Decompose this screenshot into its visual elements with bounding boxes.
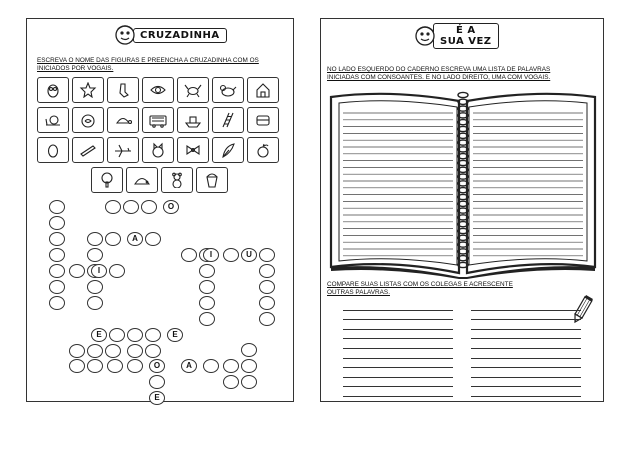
crossword-cell[interactable] bbox=[141, 200, 157, 214]
crossword-cell[interactable] bbox=[109, 264, 125, 278]
writing-line[interactable] bbox=[471, 330, 581, 340]
crossword-cell[interactable] bbox=[105, 200, 121, 214]
writing-line[interactable] bbox=[471, 387, 581, 397]
crossword-cell[interactable] bbox=[223, 375, 239, 389]
writing-line[interactable] bbox=[471, 301, 581, 311]
crossword-cell[interactable] bbox=[87, 296, 103, 310]
crossword-cell[interactable] bbox=[199, 264, 215, 278]
instruction-line-2: INICIADAS COM CONSOANTES. E NO LADO DIREITO, UMA COM VOGAIS. bbox=[327, 74, 551, 81]
crossword-cell[interactable] bbox=[199, 312, 215, 326]
crossword-cell[interactable] bbox=[241, 375, 257, 389]
crossword-cell[interactable] bbox=[259, 248, 275, 262]
writing-lines-left bbox=[343, 301, 453, 397]
title-line-2: SUA VEZ bbox=[440, 36, 492, 47]
compare-line-1: COMPARE SUAS LISTAS COM OS COLEGAS E ACRESCENTE bbox=[327, 281, 513, 288]
writing-line[interactable] bbox=[343, 339, 453, 349]
crossword-cell[interactable]: E bbox=[149, 391, 165, 405]
crossword-cell[interactable] bbox=[87, 344, 103, 358]
crossword-cell[interactable] bbox=[49, 232, 65, 246]
writing-line[interactable] bbox=[471, 349, 581, 359]
crossword-cell[interactable] bbox=[49, 296, 65, 310]
crossword-cell[interactable] bbox=[87, 359, 103, 373]
crossword-cell[interactable]: O bbox=[163, 200, 179, 214]
crossword-worksheet-page bbox=[26, 18, 294, 402]
crossword-cell[interactable]: U bbox=[241, 248, 257, 262]
crossword-cell[interactable] bbox=[241, 343, 257, 357]
crossword-cell[interactable] bbox=[203, 359, 219, 373]
writing-line[interactable] bbox=[471, 359, 581, 369]
crossword-cell[interactable] bbox=[199, 280, 215, 294]
crossword-cell[interactable] bbox=[145, 232, 161, 246]
crossword-cell[interactable] bbox=[145, 344, 161, 358]
crossword-cell[interactable] bbox=[69, 264, 85, 278]
crossword-cell[interactable] bbox=[199, 296, 215, 310]
your-turn-title bbox=[433, 23, 499, 49]
your-turn-worksheet-page bbox=[320, 18, 604, 402]
crossword-cell[interactable] bbox=[49, 248, 65, 262]
crossword-cell[interactable] bbox=[123, 200, 139, 214]
crossword-cell[interactable] bbox=[145, 328, 161, 342]
crossword-cell[interactable]: A bbox=[181, 359, 197, 373]
writing-line[interactable] bbox=[343, 311, 453, 321]
crossword-cell[interactable] bbox=[49, 216, 65, 230]
writing-line[interactable] bbox=[343, 320, 453, 330]
writing-line[interactable] bbox=[471, 368, 581, 378]
crossword-cell[interactable] bbox=[223, 248, 239, 262]
instruction-line-1: ESCREVA O NOME DAS FIGURAS E PREENCHA A CRUZADINHA COM OS bbox=[37, 57, 259, 64]
crossword-cell[interactable] bbox=[87, 280, 103, 294]
crossword-cell[interactable] bbox=[87, 248, 103, 262]
crossword-cell[interactable]: O bbox=[149, 359, 165, 373]
writing-line[interactable] bbox=[343, 301, 453, 311]
writing-line[interactable] bbox=[343, 330, 453, 340]
spiral-ring bbox=[458, 92, 468, 97]
crossword-cell[interactable] bbox=[127, 359, 143, 373]
writing-line[interactable] bbox=[471, 320, 581, 330]
writing-lines-right bbox=[471, 301, 581, 397]
crossword-cell[interactable]: A bbox=[127, 232, 143, 246]
crossword-cell[interactable] bbox=[181, 248, 197, 262]
crossword-cell[interactable] bbox=[105, 232, 121, 246]
instruction-line-2: INICIADOS POR VOGAIS. bbox=[37, 65, 114, 72]
crossword-cell[interactable] bbox=[69, 344, 85, 358]
crossword-cell[interactable] bbox=[107, 359, 123, 373]
mascot-icon bbox=[413, 24, 437, 48]
crossword-cell[interactable] bbox=[87, 232, 103, 246]
compare-instructions bbox=[327, 281, 567, 297]
crossword-cell[interactable] bbox=[49, 280, 65, 294]
crossword-cell[interactable] bbox=[149, 375, 165, 389]
crossword-cell[interactable] bbox=[241, 359, 257, 373]
crossword-title: CRUZADINHA bbox=[133, 28, 227, 43]
mascot-icon bbox=[113, 23, 137, 47]
crossword-cell[interactable] bbox=[259, 264, 275, 278]
crossword-cell[interactable] bbox=[259, 296, 275, 310]
writing-line[interactable] bbox=[343, 368, 453, 378]
crossword-cell[interactable]: I bbox=[203, 248, 219, 262]
crossword-cell[interactable] bbox=[49, 264, 65, 278]
crossword-cell[interactable] bbox=[259, 280, 275, 294]
crossword-cell[interactable] bbox=[105, 344, 121, 358]
writing-line[interactable] bbox=[471, 339, 581, 349]
crossword-cell[interactable] bbox=[109, 328, 125, 342]
crossword-cell[interactable]: E bbox=[167, 328, 183, 342]
writing-line[interactable] bbox=[343, 349, 453, 359]
crossword-cell[interactable] bbox=[49, 200, 65, 214]
writing-line[interactable] bbox=[343, 378, 453, 388]
writing-line[interactable] bbox=[343, 359, 453, 369]
crossword-grid bbox=[27, 19, 295, 403]
writing-line[interactable] bbox=[471, 311, 581, 321]
crossword-cell[interactable] bbox=[127, 344, 143, 358]
instruction-line-1: NO LADO ESQUERDO DO CADERNO ESCREVA UMA LISTA DE PALAVRAS bbox=[327, 66, 551, 73]
open-notebook-icon bbox=[329, 87, 597, 279]
notebook-instructions bbox=[327, 66, 597, 82]
your-turn-title-banner bbox=[413, 23, 499, 49]
crossword-cell[interactable] bbox=[69, 359, 85, 373]
crossword-cell[interactable]: E bbox=[91, 328, 107, 342]
compare-line-2: OUTRAS PALAVRAS. bbox=[327, 289, 390, 296]
crossword-cell[interactable] bbox=[127, 328, 143, 342]
writing-line[interactable] bbox=[343, 387, 453, 397]
writing-line[interactable] bbox=[471, 378, 581, 388]
crossword-cell[interactable] bbox=[223, 359, 239, 373]
crossword-cell[interactable] bbox=[259, 312, 275, 326]
crossword-cell[interactable]: I bbox=[91, 264, 107, 278]
title-line-1: É A bbox=[456, 25, 476, 36]
